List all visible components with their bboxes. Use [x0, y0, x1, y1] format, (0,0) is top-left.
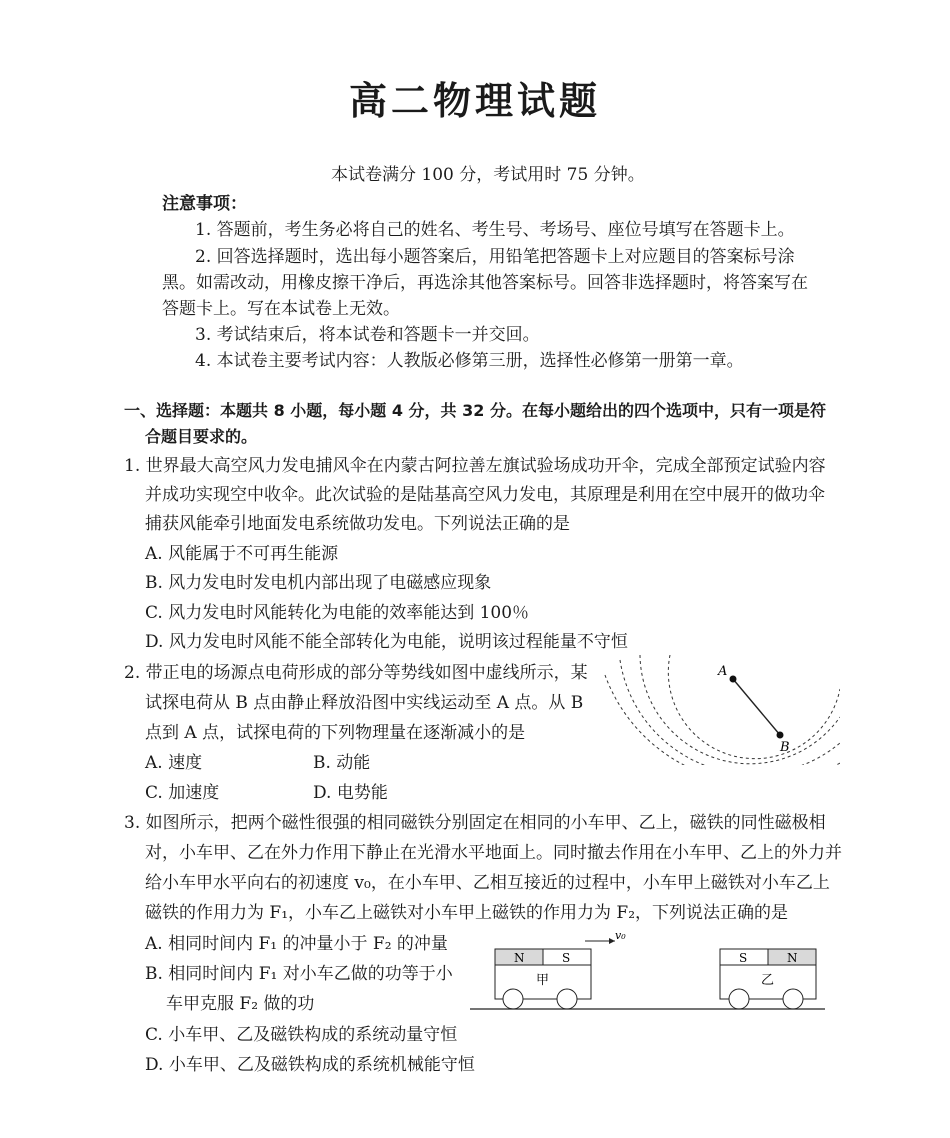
equipotential-line	[605, 675, 840, 765]
section-heading: 一、选择题：本题共 8 小题，每小题 4 分，共 32 分。在每小题给出的四个选项中，只有一项是符	[124, 401, 826, 420]
equipotential-line	[668, 655, 840, 759]
trajectory-line	[733, 679, 780, 735]
q2-option-b: B. 动能	[313, 753, 371, 773]
q2-option-c: C. 加速度	[145, 783, 220, 803]
q3-option-d: D. 小车甲、乙及磁铁构成的系统机械能守恒	[145, 1055, 475, 1075]
q3-stem-cont: 磁铁的作用力为 F₁，小车乙上磁铁对小车甲上磁铁的作用力为 F₂，下列说法正确的是	[145, 903, 789, 923]
equipotential-line	[620, 660, 840, 765]
q3-stem-cont: 对，小车甲、乙在外力作用下静止在光滑水平地面上。同时撤去作用在小车甲、乙上的外力并	[145, 843, 842, 863]
q3-option-a: A. 相同时间内 F₁ 的冲量小于 F₂ 的冲量	[145, 934, 448, 954]
notice-item-2-cont: 黑。如需改动，用橡皮擦干净后，再选涂其他答案标号。回答非选择题时，将答案写在	[162, 273, 808, 293]
exam-info: 本试卷满分 100 分，考试用时 75 分钟。	[331, 165, 645, 185]
section-heading-cont: 合题目要求的。	[145, 427, 258, 446]
q1-option-a: A. 风能属于不可再生能源	[145, 544, 339, 564]
notice-item-2: 2. 回答选择题时，选出每小题答案后，用铅笔把答题卡上对应题目的答案标号涂	[195, 247, 795, 267]
q1-stem-cont: 捕获风能牵引地面发电系统做功发电。下列说法正确的是	[145, 514, 570, 534]
q1-option-d: D. 风力发电时风能不能全部转化为电能，说明该过程能量不守恒	[145, 632, 628, 652]
q2-stem: 2. 带正电的场源点电荷形成的部分等势线如图中虚线所示，某	[124, 663, 588, 683]
q3-carts-figure	[465, 925, 830, 1015]
q3-option-b: B. 相同时间内 F₁ 对小车乙做的功等于小	[145, 964, 453, 984]
wheel	[783, 989, 803, 1009]
q3-stem-cont: 给小车甲水平向右的初速度 v₀，在小车甲、乙相互接近的过程中，小车甲上磁铁对小车乙上	[145, 873, 830, 893]
velocity-label: v₀	[615, 929, 626, 942]
q3-option-c: C. 小车甲、乙及磁铁构成的系统动量守恒	[145, 1025, 458, 1045]
notice-item-1: 1. 答题前，考生务必将自己的姓名、考生号、考场号、座位号填写在答题卡上。	[195, 220, 795, 240]
wheel	[729, 989, 749, 1009]
magnet-pole-label: S	[562, 951, 571, 965]
magnet-pole-label: N	[787, 951, 798, 965]
q2-stem-cont: 试探电荷从 B 点由静止释放沿图中实线运动至 A 点。从 B	[145, 693, 584, 713]
q1-stem-cont: 并成功实现空中收伞。此次试验的是陆基高空风力发电，其原理是利用在空中展开的做功伞	[145, 485, 825, 505]
q1-option-b: B. 风力发电时发电机内部出现了电磁感应现象	[145, 573, 492, 593]
magnet-pole-label: S	[739, 951, 748, 965]
page-title: 高二物理试题	[348, 79, 601, 123]
label-a: A	[718, 664, 728, 679]
wheel	[503, 989, 523, 1009]
notice-heading: 注意事项：	[162, 194, 247, 214]
q1-option-c: C. 风力发电时风能转化为电能的效率能达到 100％	[145, 603, 530, 623]
notice-item-2-cont: 答题卡上。写在本试卷上无效。	[162, 299, 400, 319]
wheel	[557, 989, 577, 1009]
magnet-pole-label: N	[514, 951, 525, 965]
notice-item-3: 3. 考试结束后，将本试卷和答题卡一并交回。	[195, 325, 540, 345]
cart-yi-label: 乙	[761, 973, 775, 988]
q2-option-a: A. 速度	[145, 753, 203, 773]
point-b	[777, 732, 784, 739]
notice-item-4: 4. 本试卷主要考试内容：人教版必修第三册，选择性必修第一册第一章。	[195, 351, 744, 371]
cart-jia-label: 甲	[536, 973, 550, 988]
q3-stem: 3. 如图所示，把两个磁性很强的相同磁铁分别固定在相同的小车甲、乙上，磁铁的同性磁极相	[124, 813, 826, 833]
q2-stem-cont: 点到 A 点，试探电荷的下列物理量在逐渐减小的是	[145, 723, 526, 743]
point-a	[730, 676, 737, 683]
equipotential-line	[640, 655, 840, 764]
q2-option-d: D. 电势能	[313, 783, 388, 803]
label-b: B	[780, 740, 790, 755]
q2-equipotential-figure	[600, 655, 840, 765]
q1-stem: 1. 世界最大高空风力发电捕风伞在内蒙古阿拉善左旗试验场成功开伞，完成全部预定试验内容	[124, 456, 826, 476]
q3-option-b-cont: 车甲克服 F₂ 做的功	[166, 994, 315, 1014]
